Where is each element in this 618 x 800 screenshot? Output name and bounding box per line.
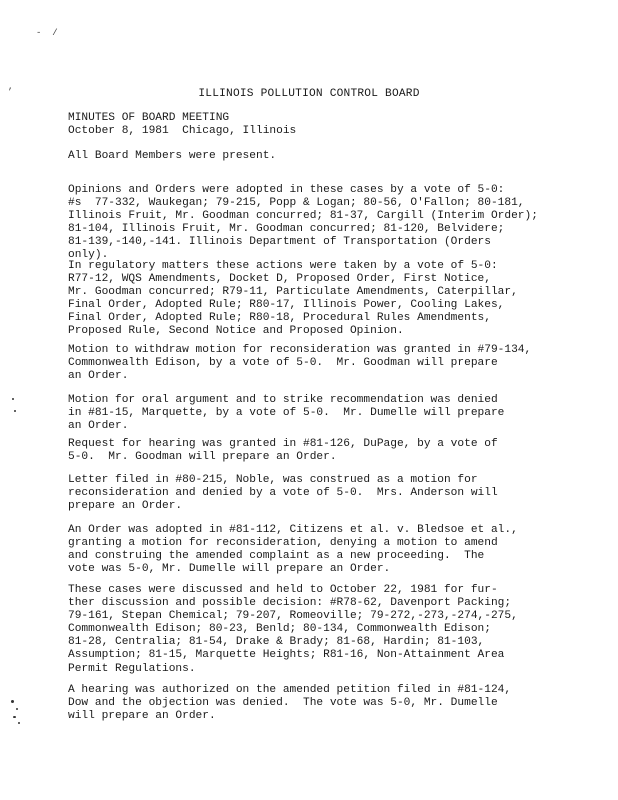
paragraph-line: in #81-15, Marquette, by a vote of 5-0. Mr. Dumelle will prepare	[68, 407, 505, 420]
paragraph-line: Mr. Goodman concurred; R79-11, Particulate Amendments, Caterpillar,	[68, 286, 518, 299]
minutes-paragraph	[68, 150, 548, 163]
paragraph-line: Proposed Rule, Second Notice and Proposed Opinion.	[68, 325, 404, 338]
scan-mark-left: ,	[8, 82, 14, 92]
paragraph-line: All Board Members were present.	[68, 150, 277, 162]
minutes-paragraph	[68, 184, 548, 263]
scan-speck	[18, 722, 20, 724]
paragraph-line: an Order.	[68, 370, 129, 383]
scan-speck	[13, 716, 16, 718]
paragraph-line: ther discussion and possible decision: #R78-62, Davenport Packing;	[68, 597, 512, 610]
paragraph-line: 81-104, Illinois Fruit, Mr. Goodman concurred; 81-120, Belvidere;	[68, 223, 505, 236]
paragraph-line: Commonwealth Edison; 80-23, Benld; 80-134, Commonwealth Edison;	[68, 623, 491, 636]
document-title: ILLINOIS POLLUTION CONTROL BOARD	[198, 88, 420, 100]
paragraph-line: will prepare an Order.	[68, 710, 216, 723]
paragraph-line: A hearing was authorized on the amended petition filed in #81-124,	[68, 684, 512, 696]
paragraph-line: R77-12, WQS Amendments, Docket D, Proposed Order, First Notice,	[68, 273, 491, 286]
paragraph-line: reconsideration and denied by a vote of 5-0. Mrs. Anderson will	[68, 487, 498, 500]
paragraph-line: prepare an Order.	[68, 500, 183, 513]
paragraph-line: vote was 5-0, Mr. Dumelle will prepare an Order.	[68, 563, 391, 576]
paragraph-line: granting a motion for reconsideration, denying a motion to amend	[68, 537, 498, 550]
minutes-paragraph	[68, 344, 548, 383]
scan-speck	[16, 708, 18, 710]
paragraph-line: Assumption; 81-15, Marquette Heights; R81-16, Non-Attainment Area	[68, 649, 505, 662]
minutes-paragraph	[68, 474, 548, 513]
paragraph-line: In regulatory matters these actions were taken by a vote of 5-0:	[68, 260, 498, 272]
paragraph-line: Letter filed in #80-215, Noble, was construed as a motion for	[68, 474, 478, 486]
paragraph-line: Request for hearing was granted in #81-126, DuPage, by a vote of	[68, 438, 498, 450]
minutes-paragraph	[68, 584, 548, 676]
paragraph-line: Final Order, Adopted Rule; R80-18, Procedural Rules Amendments,	[68, 312, 491, 325]
paragraph-line: Illinois Fruit, Mr. Goodman concurred; 81-37, Cargill (Interim Order);	[68, 210, 538, 223]
scan-mark-top-left: - /	[36, 28, 58, 38]
minutes-paragraph	[68, 260, 548, 339]
paragraph-line: Final Order, Adopted Rule; R80-17, Illinois Power, Cooling Lakes,	[68, 299, 505, 312]
header-line-2: October 8, 1981 Chicago, Illinois	[68, 125, 297, 137]
minutes-paragraph	[68, 438, 548, 464]
minutes-paragraph	[68, 524, 548, 576]
paragraph-line: Motion to withdraw motion for reconsideration was granted in #79-134,	[68, 344, 532, 356]
paragraph-line: 81-139,-140,-141. Illinois Department of Transportation (Orders	[68, 236, 491, 249]
paragraph-line: 79-161, Stepan Chemical; 79-207, Romeoville; 79-272,-273,-274,-275,	[68, 610, 518, 623]
meeting-header	[68, 112, 296, 138]
paragraph-line: Dow and the objection was denied. The vote was 5-0, Mr. Dumelle	[68, 697, 498, 710]
paragraph-line: Commonwealth Edison, by a vote of 5-0. Mr. Goodman will prepare	[68, 357, 498, 370]
paragraph-line: 81-28, Centralia; 81-54, Drake & Brady; 81-68, Hardin; 81-103,	[68, 636, 485, 649]
paragraph-line: only).	[68, 249, 109, 262]
paragraph-line: These cases were discussed and held to October 22, 1981 for fur-	[68, 584, 498, 596]
scan-speck	[12, 398, 14, 400]
header-line-1: MINUTES OF BOARD MEETING	[68, 112, 230, 124]
paragraph-line: and construing the amended complaint as a new proceeding. The	[68, 550, 485, 563]
scan-speck	[11, 700, 14, 703]
paragraph-line: An Order was adopted in #81-112, Citizens et al. v. Bledsoe et al.,	[68, 524, 518, 536]
minutes-paragraph	[68, 394, 548, 433]
paragraph-line: #s 77-332, Waukegan; 79-215, Popp & Logan; 80-56, O'Fallon; 80-181,	[68, 197, 525, 210]
paragraph-line: 5-0. Mr. Goodman will prepare an Order.	[68, 451, 337, 464]
paragraph-line: Opinions and Orders were adopted in these cases by a vote of 5-0:	[68, 184, 505, 196]
paragraph-line: Permit Regulations.	[68, 662, 196, 675]
scan-speck	[14, 410, 16, 412]
paragraph-line: an Order.	[68, 420, 129, 433]
minutes-paragraph	[68, 684, 548, 723]
paragraph-line: Motion for oral argument and to strike recommendation was denied	[68, 394, 498, 406]
